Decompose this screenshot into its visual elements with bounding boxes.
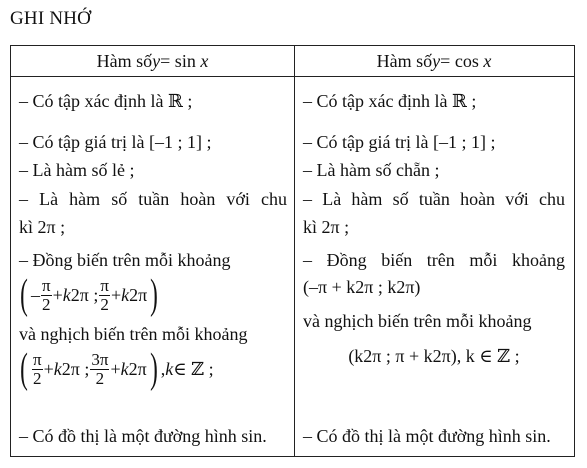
fraction-pi-over-2: $\frac{\pi}{2}$ [33, 349, 42, 388]
header-cos-x: x [483, 50, 492, 71]
minus-sign: – [31, 284, 40, 305]
sin-parity: – Là hàm số lẻ ; [19, 160, 135, 180]
sin-increasing-label: – Đồng biến trên mỗi khoảng [19, 250, 231, 270]
sin-decreasing-label: và nghịch biến trên mỗi khoảng [19, 324, 248, 344]
plus-sign: + [110, 358, 121, 379]
plus-sign: + [52, 284, 63, 305]
sin-increasing-interval [17, 274, 161, 316]
cos-parity: – Là hàm số chẵn ; [303, 160, 440, 180]
cos-domain: – Có tập xác định là ℝ ; [303, 91, 477, 111]
sin-decreasing-interval [17, 348, 214, 390]
left-paren: ( [20, 272, 28, 318]
sin-periodic-line2: kì 2π ; [19, 217, 66, 237]
header-sin-prefix: Hàm số [96, 50, 153, 71]
header-cos-var: y [432, 50, 441, 71]
cos-periodic-line2: kì 2π ; [303, 217, 350, 237]
sin-graph: – Có đồ thị là một đường hình sin. [19, 426, 267, 446]
cos-decreasing-interval: (k2π ; π + k2π), k ∈ ℤ ; [348, 346, 520, 366]
fraction-pi-over-2: $\frac{\pi}{2}$ [100, 275, 109, 314]
k-var: k [165, 358, 174, 379]
page-title: GHI NHỚ [10, 8, 92, 29]
sin-domain: – Có tập xác định là ℝ ; [19, 91, 193, 111]
comma: , [160, 358, 166, 379]
in-integers: ∈ ℤ ; [173, 358, 214, 379]
two-pi-sep: 2π ; [61, 358, 90, 379]
cos-decreasing-label: và nghịch biến trên mỗi khoảng [303, 311, 532, 331]
cos-periodic-line1: – Là hàm số tuần hoàn với chu [303, 189, 565, 209]
cos-range: – Có tập giá trị là [–1 ; 1] ; [303, 132, 496, 152]
two-pi-sep: 2π ; [70, 284, 99, 305]
cos-increasing-label: – Đồng biến trên mỗi khoảng [303, 250, 565, 270]
fraction-3pi-over-2: $\frac{3\pi}{2}$ [91, 349, 109, 388]
fraction-pi-over-2: $\frac{\pi}{2}$ [42, 275, 51, 314]
header-cos-prefix: Hàm số [376, 50, 433, 71]
cos-increasing-interval: (–π + k2π ; k2π) [303, 277, 421, 297]
k-var: k [53, 358, 62, 379]
sin-periodic-line1: – Là hàm số tuần hoàn với chu [19, 189, 287, 209]
k-var: k [121, 284, 130, 305]
comparison-table [10, 45, 575, 457]
cos-graph: – Có đồ thị là một đường hình sin. [303, 426, 551, 446]
k-var: k [62, 284, 71, 305]
header-sin-var: y [152, 50, 161, 71]
plus-sign: + [110, 284, 122, 305]
right-paren: ) [150, 272, 159, 318]
left-paren: ( [20, 346, 28, 392]
two-pi: 2π [128, 358, 147, 379]
header-cos-func: = cos [440, 50, 479, 71]
k-var: k [120, 358, 129, 379]
two-pi: 2π [129, 284, 148, 305]
header-sin [11, 46, 294, 77]
sin-range: – Có tập giá trị là [–1 ; 1] ; [19, 132, 212, 152]
plus-sign: + [43, 358, 54, 379]
column-divider [294, 46, 295, 456]
header-sin-func: = sin [160, 50, 196, 71]
right-paren: ) [149, 346, 158, 392]
header-cos [294, 46, 574, 77]
header-sin-x: x [200, 50, 209, 71]
